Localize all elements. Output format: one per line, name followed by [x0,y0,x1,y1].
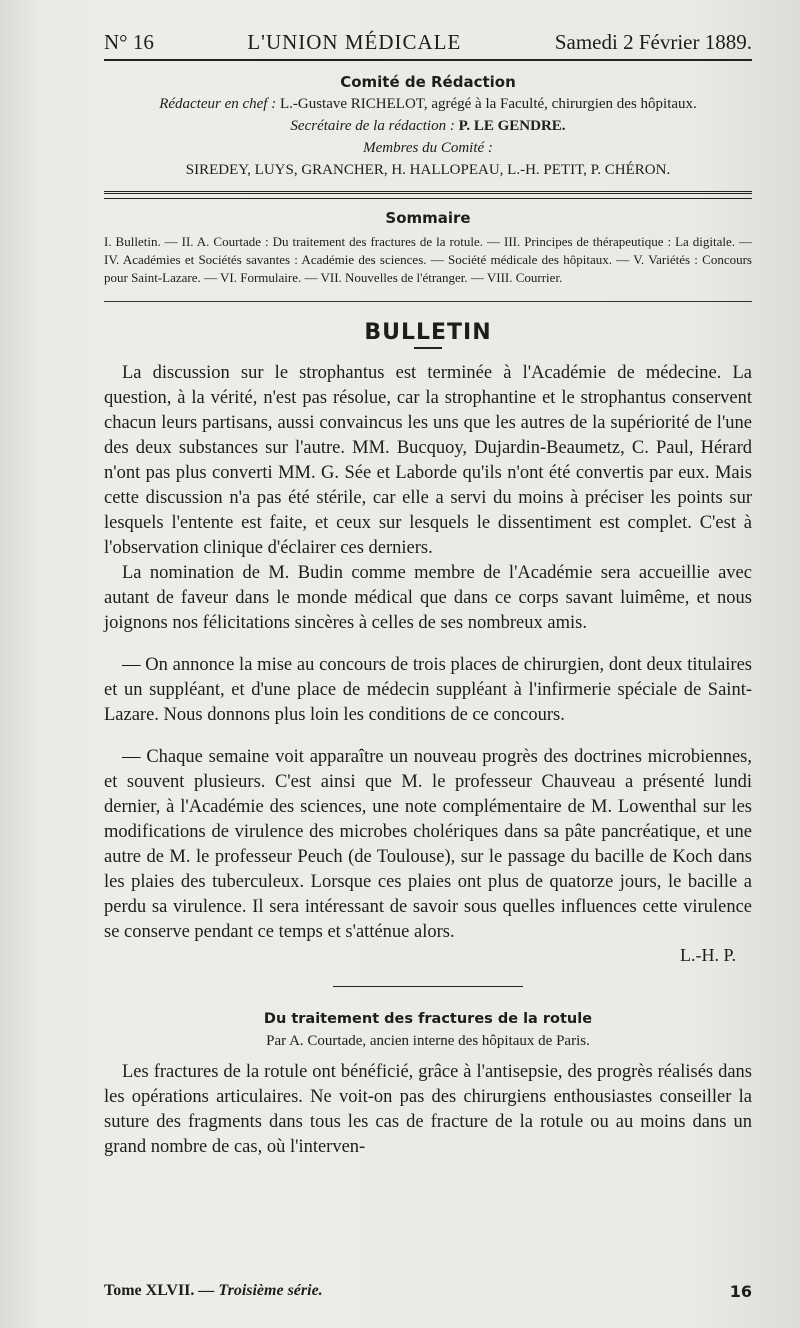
issue-date: Samedi 2 Février 1889. [554,30,752,54]
summary-rule [104,301,752,302]
article-byline: Par A. Courtade, ancien interne des hôpitaux de Paris. [266,1033,590,1049]
editor-label: Rédacteur en chef : [159,96,277,112]
committee-title: Comité de Rédaction [340,73,516,91]
members-list: SIREDEY, LUYS, GRANCHER, H. HALLOPEAU, L.-H. PETIT, P. CHÉRON. [185,162,671,178]
bulletin-signature: L.-H. P. [679,945,736,965]
paragraph-gap [104,636,752,653]
bulletin-paragraph: — Chaque semaine voit apparaître un nouveau progrès des doctrines microbiennes, et souvent plusieurs. C'est ainsi que M. le professeur Chauveau a présenté lundi dernier, à l'Académie des sciences, une note complémentaire de M. Lowenthal sur les modifications de virulence des microbes cholériques dans sa pâte pancréatique, et une autre de M. le professeur Peuch (de Toulouse), sur le passage du bacille de Koch dans les plaies des tuberculeux. Lorsque ces plaies ont plus de quatorze jours, le bacille a perdu sa virulence. Il sera intéressant de savoir sous quelles influences cette virulence se conserve pendant ce temps et s'atténue alors. [104,747,752,942]
bulletin-paragraph: — On annonce la mise au concours de trois places de chirurgien, dont deux titulaires et un suppléant, et d'une place de médecin suppléant à l'infirmerie spéciale de Saint-Lazare. Nous donnons plus loin les conditions de ce concours. [104,655,752,725]
summary-text: I. Bulletin. — II. A. Courtade : Du traitement des fractures de la rotule. — III. Principes de thérapeutique : La digitale. — IV. Académies et Sociétés savantes : Académie des sciences. — Société médicale des hôpitaux. — V. Variétés : Concours pour Saint-Lazare. — VI. Formulaire. — VII. Nouvelles de l'étranger. — VIII. Courrier. [104,234,752,285]
editor-line [104,93,752,115]
double-rule [104,191,752,199]
summary-title: Sommaire [385,209,471,227]
paragraph-gap [104,728,752,745]
editorial-committee [104,71,752,181]
secretary-label: Secrétaire de la rédaction : [290,118,455,134]
footer-page-number: 16 [729,1282,752,1301]
secretary-line [104,115,752,137]
issue-number: N° 16 [104,30,154,54]
article-title: Du traitement des fractures de la rotule [263,1011,593,1027]
footer-volume: Tome XLVII. [104,1282,195,1299]
editor-name: L.-Gustave RICHELOT, agrégé à la Faculté, chirurgien des hôpitaux. [279,96,697,112]
article-paragraph: Les fractures de la rotule ont bénéficié, grâce à l'antisepsie, des progrès réalisés dans les opérations articulaires. Ne voit-on pas des chirurgiens enthousiastes conseiller la suture des fragments dans tous les cas de fracture de la rotule ou au moins dans un grand nombre de cas, où l'interven- [104,1062,752,1157]
header-rule [104,59,752,61]
secretary-name: P. LE GENDRE. [458,118,566,134]
page-header [104,30,752,55]
bulletin-paragraph: La nomination de M. Budin comme membre de l'Académie sera accueillie avec autant de faveur dans le monde médical que dans ce corps savant luimême, et nous joignons nos félicitations sincères à celles de ses nombreux amis. [104,563,752,633]
members-label: Membres du Comité : [363,140,493,156]
bulletin-paragraph: La discussion sur le strophantus est terminée à l'Académie de médecine. La question, à la vérité, n'est pas résolue, car la strophantine et le strophantus conservent chacun leurs partisans, aussi convaincus les uns que les autres de la supériorité de l'une des deux substances sur l'autre. MM. Bucquoy, Dujardin-Beaumetz, C. Paul, Hérard n'ont pas plus converti MM. G. Sée et Laborde qu'ils n'ont été convertis par eux. Mais cette discussion n'a pas été stérile, car elle a servi du moins à préciser les points sur lesquels l'entente est faite, et ceux sur lesquels le dissentiment est complet. C'est à l'observation clinique d'éclairer ces derniers. [104,363,752,558]
bulletin-title: BULLETIN [364,320,492,345]
footer-volume-line [104,1282,323,1301]
journal-title: L'UNION MÉDICALE [247,30,462,54]
page-footer [104,1282,752,1301]
bulletin-underline [414,347,442,349]
section-separator [333,986,523,987]
footer-series: — Troisième série. [198,1282,323,1299]
